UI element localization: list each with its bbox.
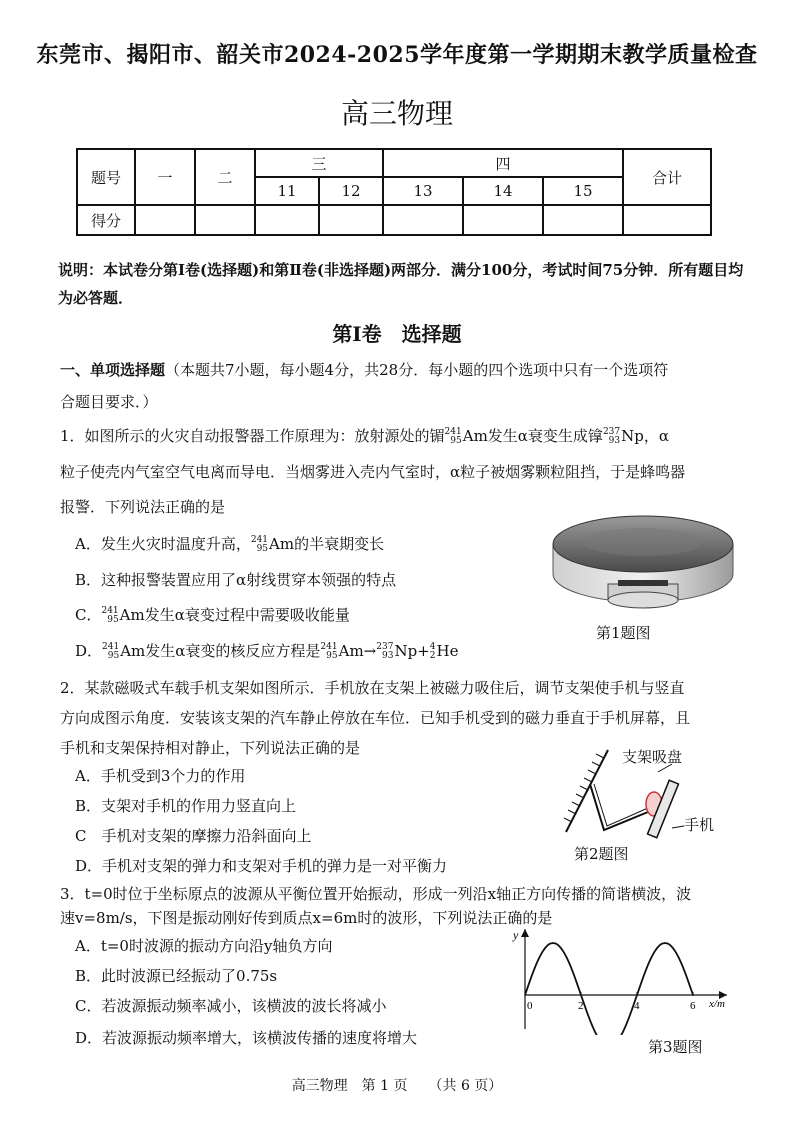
wave-chart xyxy=(505,925,735,1035)
score-col-4: 四 xyxy=(383,149,623,177)
x-tick-label: 6 xyxy=(690,1000,696,1012)
q1-option-c[interactable]: C． 241 95 Am发生α衰变过程中需要吸收能量 xyxy=(75,606,350,625)
smoke-detector-figure xyxy=(548,512,738,622)
q3-option-c[interactable]: C．若波源振动频率减小，该横波的波长将减小 xyxy=(75,997,387,1015)
score-cell[interactable] xyxy=(255,205,319,235)
label-phone: 手机 xyxy=(684,816,715,834)
section1-desc-line1: 一、单项选择题（本题共7小题，每小题4分，共28分．每小题的四个选项中只有一个选项符 xyxy=(60,361,669,379)
exam-title: 东莞市、揭阳市、韶关市2024-2025学年度第一学期期末教学质量检查 xyxy=(36,42,758,68)
score-sub-12: 12 xyxy=(319,177,383,205)
q1-option-a[interactable]: A．发生火灾时温度升高， 241 95 Am的半衰期变长 xyxy=(75,535,385,554)
score-row-label: 得分 xyxy=(77,205,135,235)
q1-stem-line2: 粒子使壳内气室空气电离而导电．当烟雾进入壳内气室时，α粒子被烟雾颗粒阻挡，于是蜂鸣器 xyxy=(60,463,686,481)
score-sub-13: 13 xyxy=(383,177,463,205)
page-footer: 高三物理 第 1 页 （共 6 页） xyxy=(291,1078,503,1094)
q1-option-d[interactable]: D． 241 95 Am发生α衰变的核反应方程是 241 95 Am→ 237 93 Np+ 4 2 He xyxy=(75,642,459,661)
score-cell[interactable] xyxy=(135,205,195,235)
section1-desc-line2: 合题目要求．） xyxy=(60,393,158,411)
score-col-1: 一 xyxy=(135,149,195,205)
x-tick-label: 0 xyxy=(527,1000,533,1012)
x-tick-label: 2 xyxy=(578,1000,584,1012)
q2-option-d[interactable]: D．手机对支架的弹力和支架对手机的弹力是一对平衡力 xyxy=(75,857,448,875)
q2-stem-line1: 2．某款磁吸式车载手机支架如图所示．手机放在支架上被磁力吸住后，调节支架使手机与竖直 xyxy=(60,679,685,697)
section1-heading: 一、单项选择题 xyxy=(60,361,166,379)
q3-figure-caption: 第3题图 xyxy=(648,1038,703,1056)
y-axis-arrow xyxy=(521,929,529,937)
score-sub-14: 14 xyxy=(463,177,543,205)
q3-option-d[interactable]: D．若波源振动频率增大，该横波传播的速度将增大 xyxy=(75,1029,418,1047)
x-axis-label: x/m xyxy=(709,998,725,1010)
q2-option-c[interactable]: C 手机对支架的摩擦力沿斜面向上 xyxy=(75,827,312,845)
score-header-label: 题号 xyxy=(77,149,135,205)
score-col-3: 三 xyxy=(255,149,383,177)
score-cell[interactable] xyxy=(463,205,543,235)
score-table xyxy=(76,148,712,236)
score-cell[interactable] xyxy=(319,205,383,235)
q1-stem-line3: 报警．下列说法正确的是 xyxy=(60,498,226,516)
exam-note: 说明：本试卷分第Ⅰ卷(选择题)和第Ⅱ卷(非选择题)两部分．满分100分，考试时间75分钟．所有题目均为必答题． xyxy=(58,261,744,307)
score-col-total: 合计 xyxy=(623,149,711,205)
q2-option-b[interactable]: B．支架对手机的作用力竖直向上 xyxy=(75,797,297,815)
am-nuclide-notation: 241 95 xyxy=(444,427,462,446)
score-sub-15: 15 xyxy=(543,177,623,205)
q3-stem-line1: 3．t=0时位于坐标原点的波源从平衡位置开始振动，形成一列沿x轴正方向传播的简谐横波，波 xyxy=(60,885,692,903)
label-mount-suction-cup: 支架吸盘 xyxy=(622,748,683,766)
q2-stem-line3: 手机和支架保持相对静止，下列说法正确的是 xyxy=(60,739,361,757)
q2-figure-caption: 第2题图 xyxy=(574,845,629,863)
wave-series-line xyxy=(525,943,693,1035)
score-cell[interactable] xyxy=(383,205,463,235)
q3-stem-line2: 速v=8m/s，下图是振动刚好传到质点x=6m时的波形，下列说法正确的是 xyxy=(60,909,553,927)
score-cell[interactable] xyxy=(623,205,711,235)
x-tick-label: 4 xyxy=(634,1000,640,1012)
q3-option-a[interactable]: A．t=0时波源的振动方向沿y轴负方向 xyxy=(75,937,333,955)
q2-stem-line2: 方向成图示角度．安装该支架的汽车静止停放在车位．已知手机受到的磁力垂直于手机屏幕，且 xyxy=(60,709,691,727)
subject-title: 高三物理 xyxy=(340,97,453,130)
q3-option-b[interactable]: B．此时波源已经振动了0.75s xyxy=(75,967,278,985)
score-cell[interactable] xyxy=(195,205,255,235)
q2-option-a[interactable]: A．手机受到3个力的作用 xyxy=(75,767,246,785)
q1-figure-caption: 第1题图 xyxy=(596,624,651,642)
score-col-2: 二 xyxy=(195,149,255,205)
np-nuclide-notation: 237 93 xyxy=(602,427,621,446)
q1-option-b[interactable]: B．这种报警装置应用了α射线贯穿本领强的特点 xyxy=(75,571,397,589)
score-sub-11: 11 xyxy=(255,177,319,205)
q1-stem-line1: 1．如图所示的火灾自动报警器工作原理为：放射源处的镅 241 95 Am发生α衰变生成镎 237 93 Np，α xyxy=(60,427,669,446)
score-cell[interactable] xyxy=(543,205,623,235)
y-axis-label: y xyxy=(513,928,519,942)
part1-title: 第Ⅰ卷 选择题 xyxy=(332,322,462,346)
